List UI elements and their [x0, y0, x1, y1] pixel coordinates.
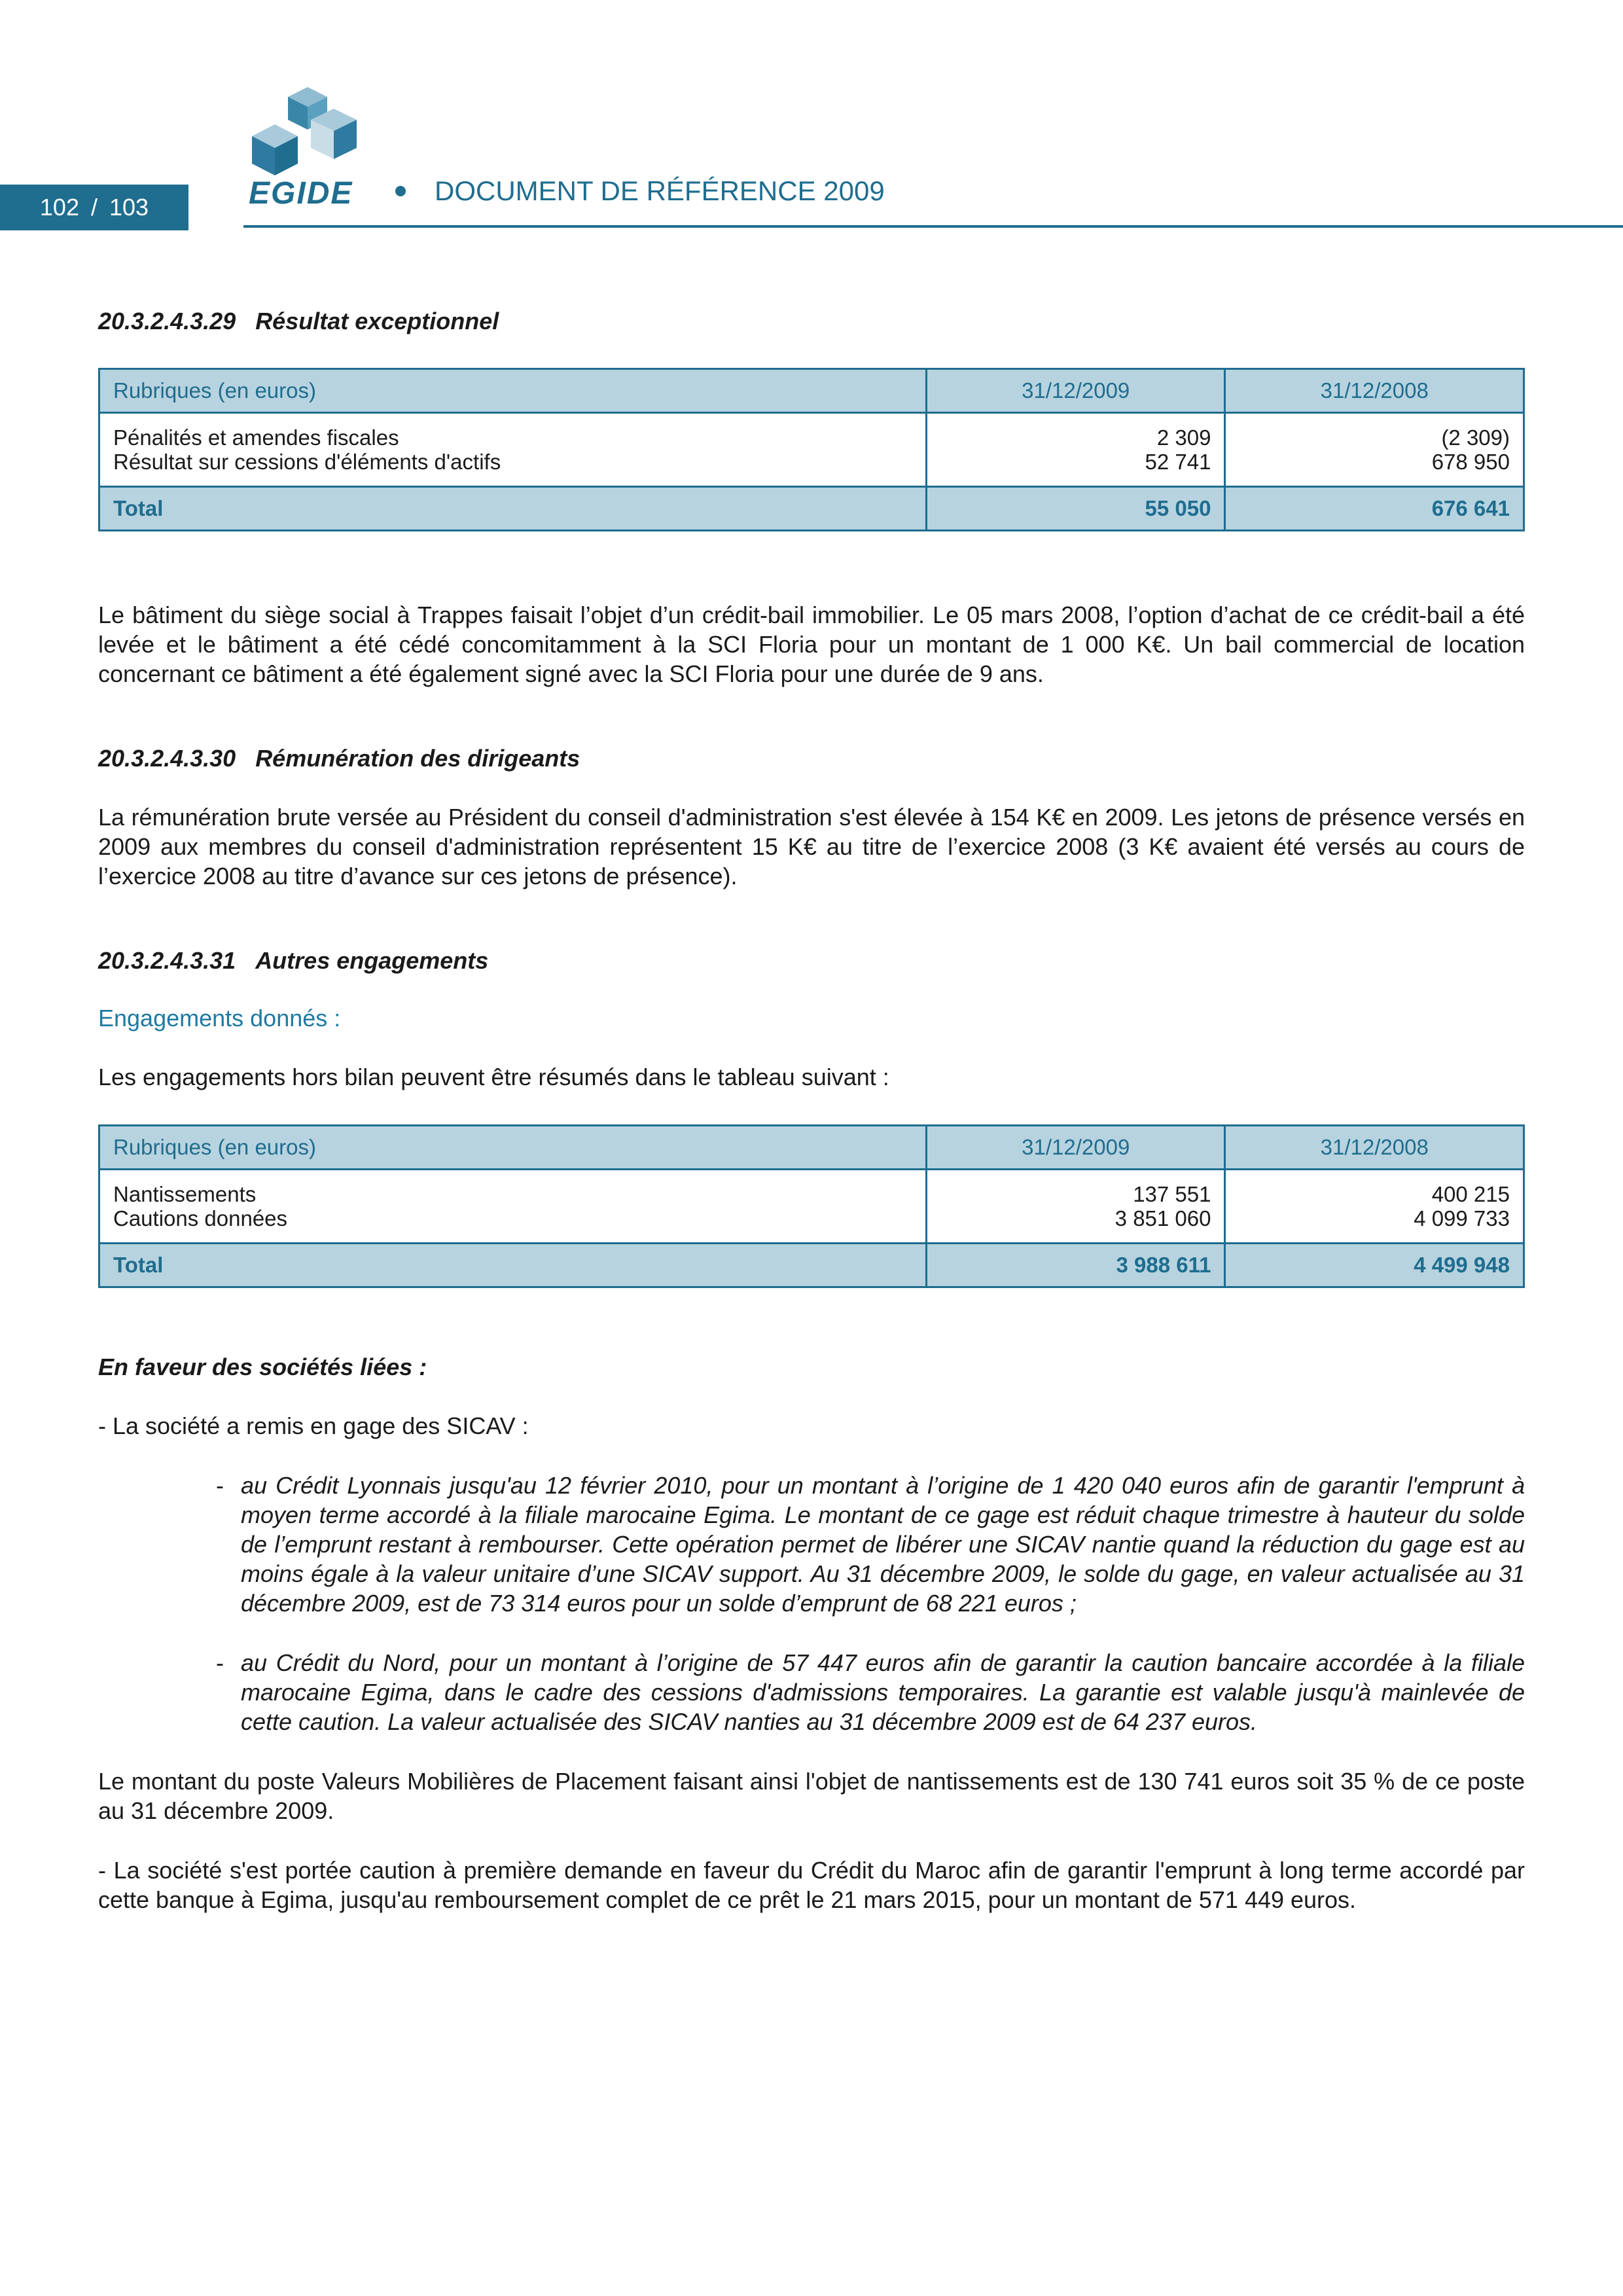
column-header: Rubriques (en euros): [99, 1126, 927, 1170]
engagements-intro: Les engagements hors bilan peuvent être résumés dans le tableau suivant :: [98, 1064, 889, 1090]
header-rule: [243, 225, 1623, 228]
list-item: [98, 1648, 1525, 1736]
list-item-text: au Crédit du Nord, pour un montant à l’origine de 57 447 euros afin de garantir la caution bancaire accordée à la filiale marocaine Egima, dans le cadre des cessions d'admissions temporaires. La garantie est valable jusqu'à mainlevée de cette caution. La valeur actualisée des SICAV nanties au 31 décembre 2009 est de 64 237 euros.: [241, 1649, 1525, 1735]
table-row: [99, 413, 1524, 487]
row-labels: [99, 1170, 927, 1244]
document-title: DOCUMENT DE RÉFÉRENCE 2009: [435, 175, 885, 206]
brand-logo-text: EGIDE: [249, 176, 353, 211]
column-header: 31/12/2008: [1225, 1126, 1524, 1170]
row-labels: [99, 413, 927, 487]
list-item-text: au Crédit Lyonnais jusqu'au 12 février 2010, pour un montant à l’origine de 1 420 040 euros afin de garantir l'emprunt à moyen terme accordé à la filiale marocaine Egima. Le montant de ce gage est réduit chaque trimestre à hauteur du solde de l’emprunt restant à rembourser. Cette opération permet de libérer une SICAV nantie quand la réduction du gage est au moins égale à la valeur unitaire d’une SICAV support. Au 31 décembre 2009, le solde du gage, en valeur actualisée au 31 décembre 2009, est de 73 314 euros pour un solde d’emprunt de 68 221 euros ;: [241, 1472, 1525, 1617]
table-row: [99, 1170, 1524, 1244]
header-bullet: [395, 186, 406, 196]
table-total-row: [99, 487, 1524, 531]
exceptional-result-table: [98, 368, 1525, 531]
column-header: 31/12/2008: [1225, 369, 1524, 413]
page-current: 102: [39, 194, 79, 221]
caution-paragraph: - La société s'est portée caution à première demande en faveur du Crédit du Maroc afin de garantir l'emprunt à long terme accordé par cette banque à Egima, jusqu'au remboursement complet de ce prêt le 21 mars 2015, pour un montant de 571 449 euros.: [98, 1857, 1525, 1913]
page-number-tab: [0, 185, 188, 230]
trappes-building-paragraph: Le bâtiment du siège social à Trappes faisait l’objet d’un crédit-bail immobilier. Le 05 mars 2008, l’option d’achat de ce crédit-bail a été levée et le bâtiment a été cédé concomitamment à la SCI Floria pour un montant de 1 000 K€. Un bail commercial de location concernant ce bâtiment a été également signé avec la SCI Floria pour une durée de 9 ans.: [98, 601, 1525, 687]
page-content: [98, 308, 1525, 1914]
cell-value: 678 950: [1431, 450, 1510, 474]
table-total-row: [99, 1244, 1524, 1287]
remuneration-paragraph: La rémunération brute versée au Président du conseil d'administration s'est élevée à 154 K€ en 2009. Les jetons de présence versés en 2009 aux membres du conseil d'administration représentent 15 K€ au titre de l’exercice 2008 (3 K€ avaient été versés au cours de l’exercice 2008 au titre d’avance sur ces jetons de présence).: [98, 804, 1525, 889]
row-label: Nantissements: [113, 1182, 257, 1206]
row-label: Pénalités et amendes fiscales: [113, 425, 399, 450]
total-label: Total: [99, 487, 927, 531]
cell-value: 400 215: [1431, 1182, 1510, 1206]
page-separator: /: [90, 194, 98, 221]
table-header-row: [99, 1126, 1524, 1170]
cell-value: 137 551: [1133, 1182, 1211, 1206]
bullet-dash: -: [216, 1649, 224, 1676]
column-header: 31/12/2009: [926, 1126, 1225, 1170]
section-title: Résultat exceptionnel: [255, 308, 499, 334]
section-heading-29: [98, 308, 1525, 335]
cell-value: 4 099 733: [1414, 1206, 1510, 1230]
values-2009: [926, 413, 1225, 487]
cell-value: 2 309: [1156, 425, 1211, 450]
section-heading-31: [98, 947, 1525, 975]
section-number: 20.3.2.4.3.30: [98, 745, 236, 772]
values-2008: [1225, 413, 1524, 487]
values-2009: [926, 1170, 1225, 1244]
section-title: Rémunération des dirigeants: [255, 745, 580, 772]
sicav-pledge-list: [98, 1471, 1525, 1736]
related-companies-title: En faveur des sociétés liées :: [98, 1354, 427, 1380]
cell-value: 52 741: [1145, 450, 1211, 474]
section-heading-30: [98, 745, 1525, 772]
section-number: 20.3.2.4.3.29: [98, 308, 236, 334]
cell-value: (2 309): [1441, 425, 1510, 450]
column-header: 31/12/2009: [926, 369, 1225, 413]
bullet-dash: -: [216, 1472, 224, 1499]
sicav-intro: - La société a remis en gage des SICAV :: [98, 1412, 529, 1439]
list-item: [98, 1471, 1525, 1618]
total-2009: 3 988 611: [926, 1244, 1225, 1287]
total-2008: 676 641: [1225, 487, 1524, 531]
row-label: Cautions données: [113, 1206, 288, 1230]
table-header-row: [99, 369, 1524, 413]
values-2008: [1225, 1170, 1524, 1244]
total-2009: 55 050: [926, 487, 1225, 531]
column-header: Rubriques (en euros): [99, 369, 927, 413]
total-2008: 4 499 948: [1225, 1244, 1524, 1287]
section-title: Autres engagements: [255, 947, 489, 974]
section-number: 20.3.2.4.3.31: [98, 947, 236, 974]
engagements-subtitle: Engagements donnés :: [98, 1005, 341, 1031]
total-label: Total: [99, 1244, 927, 1287]
row-label: Résultat sur cessions d'éléments d'actifs: [113, 450, 501, 474]
cell-value: 3 851 060: [1115, 1206, 1211, 1230]
page-next: 103: [109, 194, 149, 221]
vmp-paragraph: Le montant du poste Valeurs Mobilières de Placement faisant ainsi l'objet de nantissements est de 130 741 euros soit 35 % de ce poste au 31 décembre 2009.: [98, 1768, 1525, 1824]
off-balance-commitments-table: [98, 1124, 1525, 1288]
